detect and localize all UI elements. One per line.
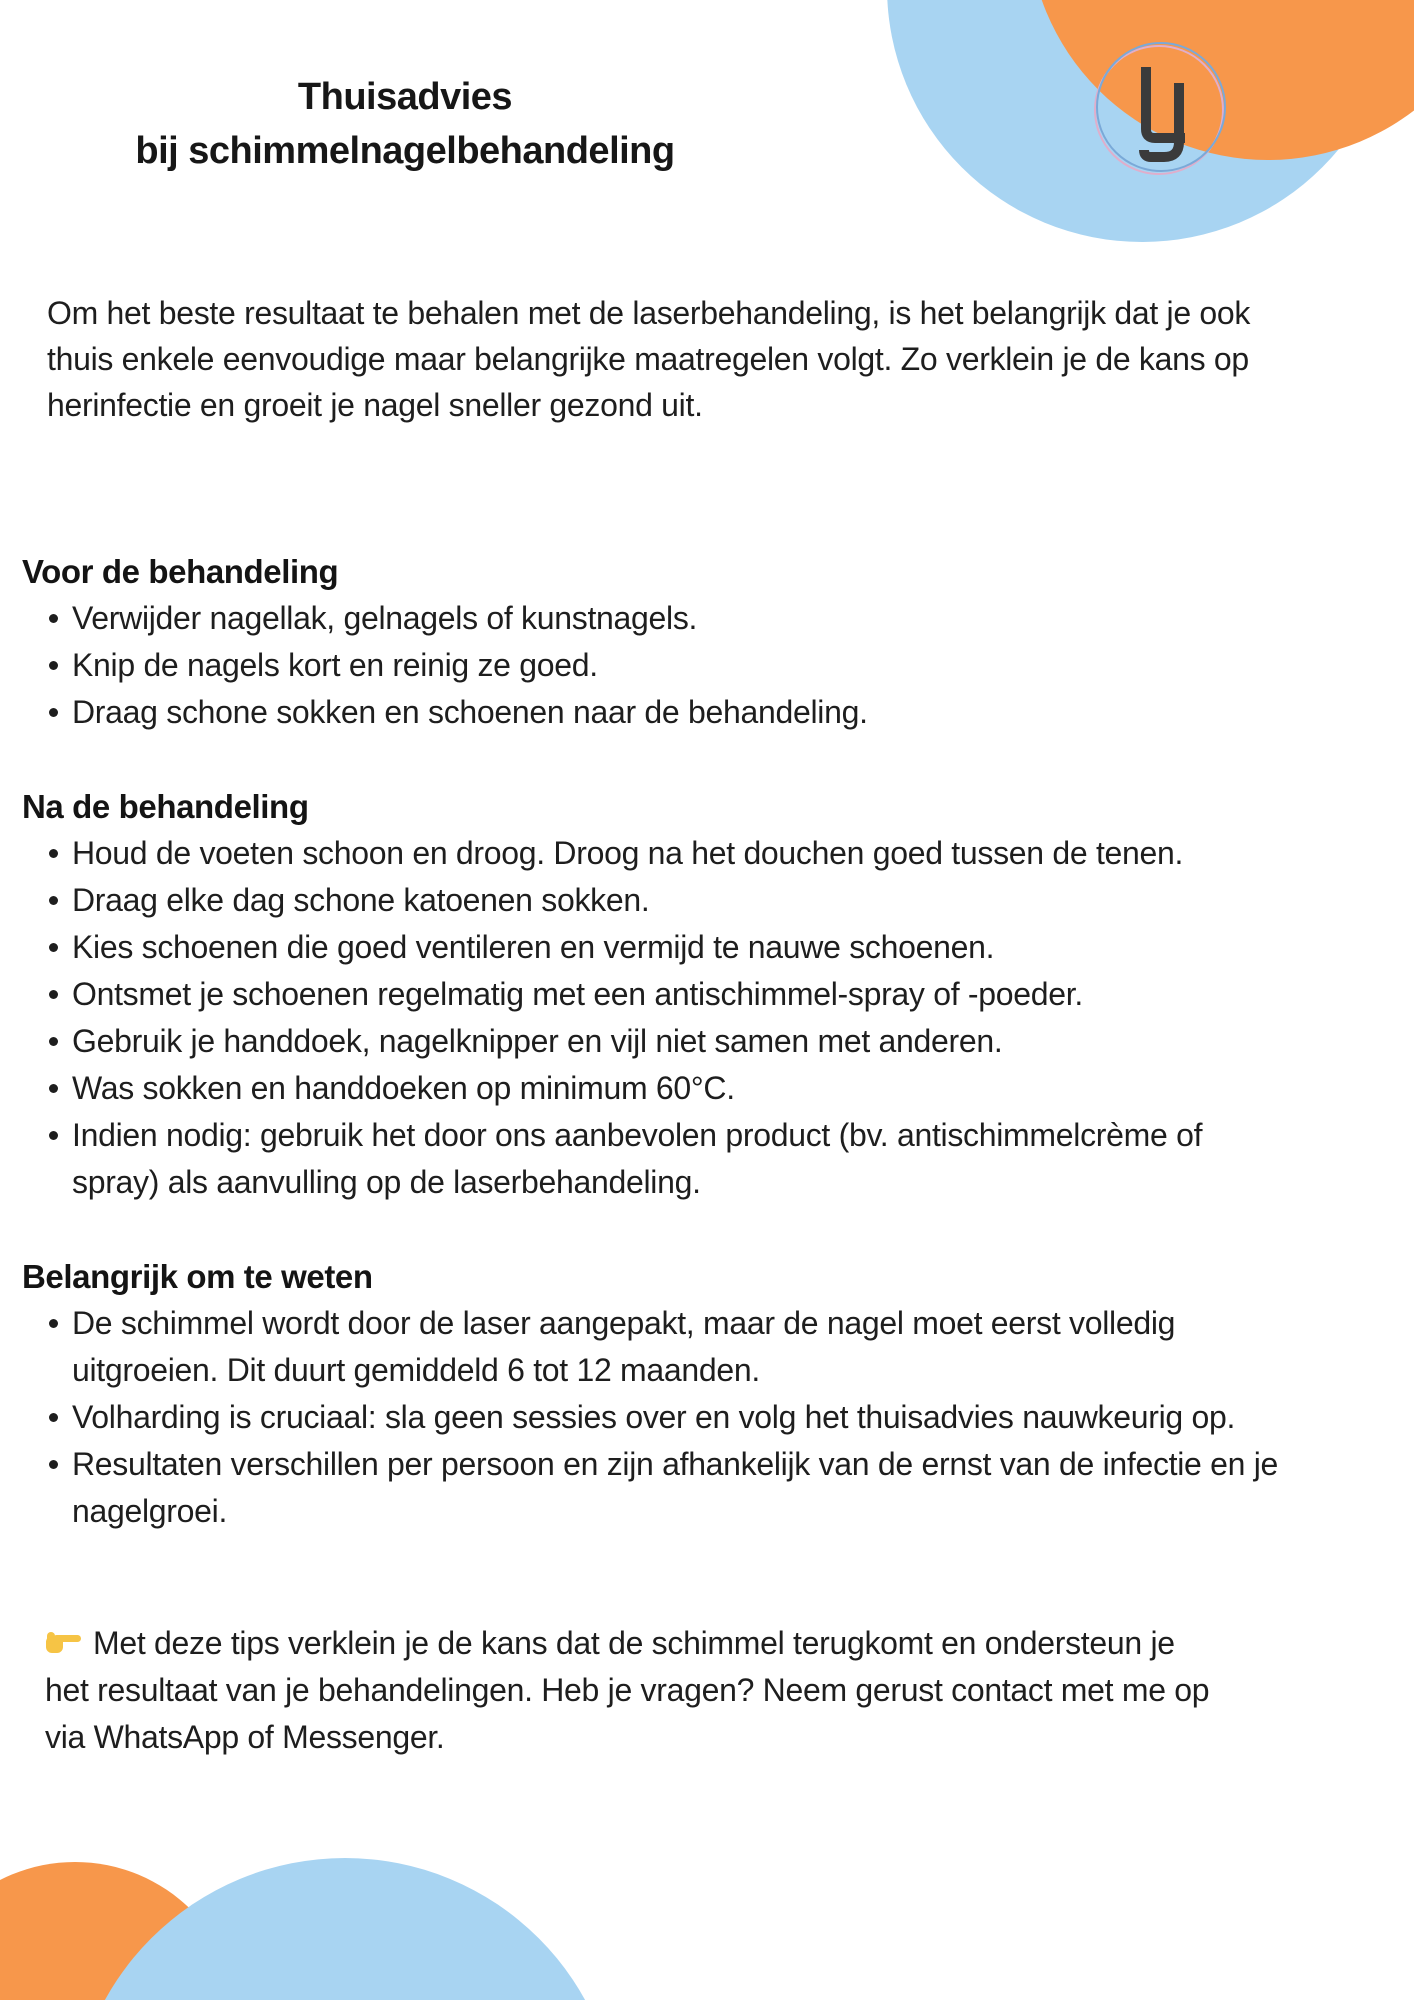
- list-item: Resultaten verschillen per persoon en zijn afhankelijk van de ernst van de infectie en je nagelgroei.: [22, 1441, 1282, 1535]
- list-item: Indien nodig: gebruik het door ons aanbevolen product (bv. antischimmelcrème of spray) als aanvulling op de laserbehandeling.: [22, 1112, 1282, 1206]
- page-title-line2: bij schimmelnagelbehandeling: [135, 130, 675, 172]
- bullet-list: [22, 595, 1282, 736]
- intro-paragraph: Om het beste resultaat te behalen met de laserbehandeling, is het belangrijk dat je ook thuis enkele eenvoudige maar belangrijke maatregelen volgt. Zo verklein je de kans op herinfectie en groeit je nagel sneller gezond uit.: [47, 295, 1251, 423]
- list-item: Was sokken en handdoeken op minimum 60°C.: [22, 1065, 1282, 1112]
- section-heading: Na de behandeling: [22, 788, 309, 825]
- bullet-list: [22, 1300, 1282, 1535]
- section-heading: Belangrijk om te weten: [22, 1258, 373, 1295]
- list-item: Verwijder nagellak, gelnagels of kunstnagels.: [22, 595, 1282, 642]
- list-item: Volharding is cruciaal: sla geen sessies over en volg het thuisadvies nauwkeurig op.: [22, 1394, 1282, 1441]
- section-belangrijk-om-te-weten: [22, 1253, 1414, 1535]
- list-item: Kies schoenen die goed ventileren en vermijd te nauwe schoenen.: [22, 924, 1282, 971]
- pointing-right-icon: [45, 1627, 83, 1657]
- bullet-list: [22, 830, 1282, 1206]
- page-title: [0, 70, 810, 178]
- closing-paragraph: [45, 1620, 1220, 1761]
- list-item: Draag schone sokken en schoenen naar de behandeling.: [22, 689, 1282, 736]
- list-item: De schimmel wordt door de laser aangepakt, maar de nagel moet eerst volledig uitgroeien. Dit duurt gemiddeld 6 tot 12 maanden.: [22, 1300, 1282, 1394]
- page-title-line1: Thuisadvies: [297, 76, 513, 118]
- list-item: Knip de nagels kort en reinig ze goed.: [22, 642, 1282, 689]
- section-na-de-behandeling: [22, 783, 1414, 1206]
- section-heading: Voor de behandeling: [22, 553, 339, 590]
- list-item: Gebruik je handdoek, nagelknipper en vijl niet samen met anderen.: [22, 1018, 1282, 1065]
- list-item: Ontsmet je schoenen regelmatig met een antischimmel-spray of -poeder.: [22, 971, 1282, 1018]
- list-item: Draag elke dag schone katoenen sokken.: [22, 877, 1282, 924]
- closing-text: Met deze tips verklein je de kans dat de schimmel terugkomt en ondersteun je het resultaat van je behandelingen. Heb je vragen? Neem gerust contact met me op via WhatsApp of Messenger.: [45, 1625, 1210, 1755]
- section-voor-de-behandeling: [22, 548, 1414, 736]
- list-item: Houd de voeten schoon en droog. Droog na het douchen goed tussen de tenen.: [22, 830, 1282, 877]
